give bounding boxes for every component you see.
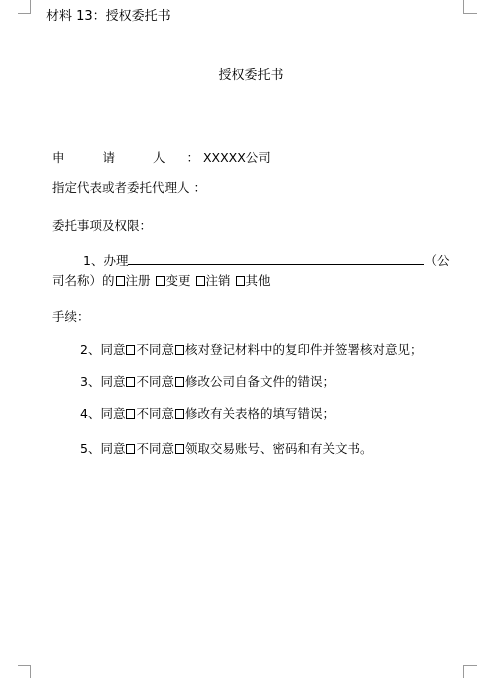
consent-item bbox=[80, 342, 423, 358]
applicant-line bbox=[52, 150, 271, 166]
disagree-label: 不同意 bbox=[136, 441, 174, 456]
agree-label: 同意 bbox=[100, 342, 126, 357]
item-number: 4、 bbox=[80, 406, 101, 421]
option-label: 变更 bbox=[165, 273, 191, 288]
item-text: 修改公司自备文件的错误； bbox=[184, 374, 335, 389]
item-1-prefix: 1、办理 bbox=[83, 253, 129, 268]
agree-checkbox-icon[interactable] bbox=[126, 444, 135, 454]
crop-mark-bottom-left bbox=[18, 665, 31, 666]
crop-mark-top-left bbox=[18, 13, 31, 14]
crop-mark-top-right bbox=[463, 13, 477, 14]
agree-checkbox-icon[interactable] bbox=[126, 377, 135, 387]
disagree-checkbox-icon[interactable] bbox=[175, 444, 184, 454]
agree-label: 同意 bbox=[100, 406, 126, 421]
agree-label: 同意 bbox=[100, 374, 126, 389]
checkbox-icon[interactable] bbox=[116, 276, 125, 286]
agent-label: 指定代表或者委托代理人 ： bbox=[52, 180, 206, 195]
procedures-label: 手续： bbox=[52, 309, 90, 324]
scope-label: 委托事项及权限： bbox=[52, 218, 153, 233]
item-1-line bbox=[83, 251, 449, 269]
item-number: 3、 bbox=[80, 374, 101, 389]
disagree-checkbox-icon[interactable] bbox=[175, 345, 184, 355]
crop-mark-bottom-right bbox=[463, 665, 464, 678]
applicant-value: XXXXX公司 bbox=[202, 150, 271, 165]
company-name-blank[interactable] bbox=[128, 251, 424, 265]
consent-item bbox=[80, 374, 335, 390]
item-text: 核对登记材料中的复印件并签署核对意见； bbox=[184, 342, 423, 357]
applicant-colon: ： bbox=[186, 150, 199, 165]
checkbox-icon[interactable] bbox=[236, 276, 245, 286]
item-text: 领取交易账号、密码和有关文书。 bbox=[184, 441, 373, 456]
applicant-label: 申 请 人 bbox=[52, 150, 183, 165]
consent-item bbox=[80, 406, 335, 422]
option-label: 注册 bbox=[125, 273, 151, 288]
agree-checkbox-icon[interactable] bbox=[126, 345, 135, 355]
item-text: 修改有关表格的填写错误； bbox=[184, 406, 335, 421]
agree-label: 同意 bbox=[100, 441, 126, 456]
material-label: 材料 13：授权委托书 bbox=[46, 9, 171, 24]
disagree-checkbox-icon[interactable] bbox=[175, 409, 184, 419]
disagree-label: 不同意 bbox=[136, 374, 174, 389]
disagree-label: 不同意 bbox=[136, 342, 174, 357]
checkbox-icon[interactable] bbox=[156, 276, 165, 286]
option-label: 注销 bbox=[205, 273, 231, 288]
item-number: 5、 bbox=[80, 441, 101, 456]
item-number: 2、 bbox=[80, 342, 101, 357]
crop-mark-top-left bbox=[30, 0, 31, 13]
item-1-continuation-prefix: 司名称）的 bbox=[52, 273, 115, 288]
checkbox-icon[interactable] bbox=[196, 276, 205, 286]
item-1-suffix: （公 bbox=[424, 253, 450, 268]
crop-mark-bottom-left bbox=[30, 665, 31, 678]
crop-mark-top-right bbox=[463, 0, 464, 13]
document-title: 授权委托书 bbox=[218, 68, 284, 83]
crop-mark-bottom-right bbox=[463, 665, 477, 666]
agree-checkbox-icon[interactable] bbox=[126, 409, 135, 419]
disagree-label: 不同意 bbox=[136, 406, 174, 421]
disagree-checkbox-icon[interactable] bbox=[175, 377, 184, 387]
consent-item bbox=[80, 441, 373, 457]
option-label: 其他 bbox=[245, 273, 271, 288]
item-1-continuation bbox=[52, 273, 271, 289]
